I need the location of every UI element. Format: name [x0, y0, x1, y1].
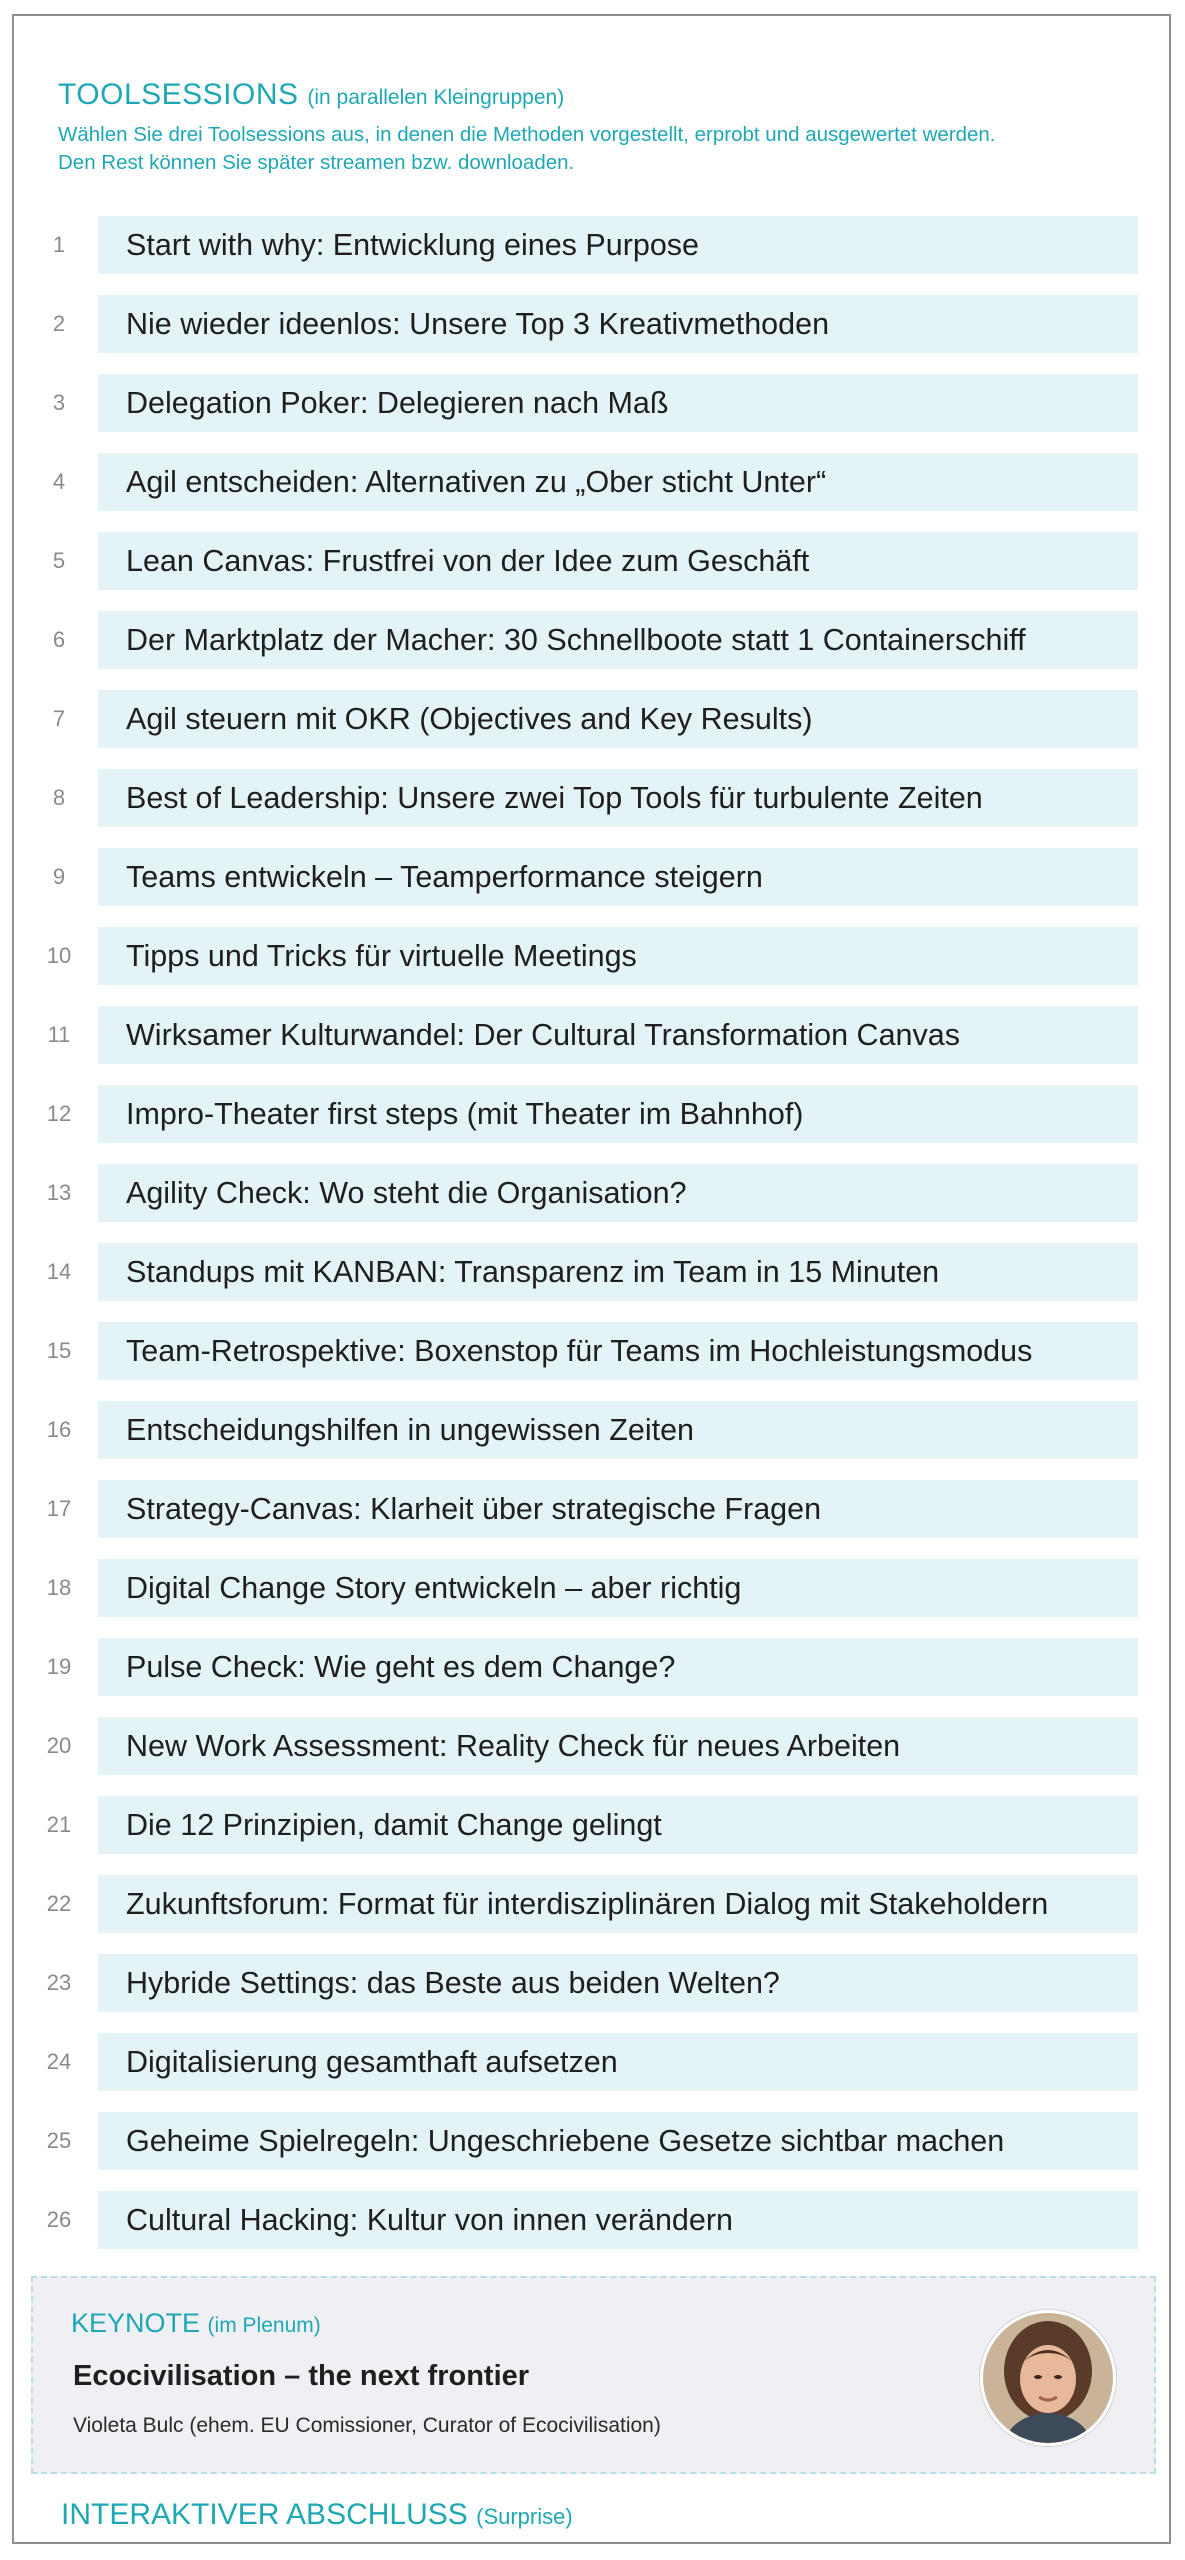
toolsession-row [14, 281, 1173, 360]
toolsession-row [14, 2019, 1173, 2098]
toolsession-number: 1 [52, 232, 66, 257]
program-page [12, 14, 1171, 2544]
toolsession-row [14, 1071, 1173, 1150]
toolsession-title: Tipps und Tricks für virtuelle Meetings [98, 927, 1138, 985]
toolsession-title: Impro-Theater first steps (mit Theater im Bahnhof) [98, 1085, 1138, 1143]
toolsession-title: Digital Change Story entwickeln – aber richtig [98, 1559, 1138, 1617]
toolsession-number: 4 [52, 469, 66, 494]
keynote-title [71, 2308, 321, 2339]
toolsession-row [14, 1545, 1173, 1624]
toolsession-number: 23 [46, 1970, 72, 1995]
toolsession-row [14, 676, 1173, 755]
toolsession-number: 24 [46, 2049, 72, 2074]
toolsession-title: Strategy-Canvas: Klarheit über strategische Fragen [98, 1480, 1138, 1538]
toolsession-title: Entscheidungshilfen in ungewissen Zeiten [98, 1401, 1138, 1459]
toolsession-title: Delegation Poker: Delegieren nach Maß [98, 374, 1138, 432]
toolsession-number: 2 [52, 311, 66, 336]
toolsession-title: Die 12 Prinzipien, damit Change gelingt [98, 1796, 1138, 1854]
toolsession-row [14, 992, 1173, 1071]
speaker-avatar [980, 2310, 1116, 2446]
toolsession-title: Standups mit KANBAN: Transparenz im Team in 15 Minuten [98, 1243, 1138, 1301]
toolsession-number: 10 [46, 943, 72, 968]
keynote-box [31, 2276, 1156, 2474]
toolsession-row [14, 518, 1173, 597]
toolsession-number: 25 [46, 2128, 72, 2153]
toolsession-title: Wirksamer Kulturwandel: Der Cultural Transformation Canvas [98, 1006, 1138, 1064]
toolsession-list [14, 202, 1173, 2256]
toolsession-row [14, 1229, 1173, 1308]
toolsession-row [14, 2098, 1173, 2177]
toolsession-row [14, 1387, 1173, 1466]
toolsession-row [14, 834, 1173, 913]
toolsession-number: 8 [52, 785, 66, 810]
toolsession-row [14, 1861, 1173, 1940]
toolsession-number: 9 [52, 864, 66, 889]
toolsession-row [14, 913, 1173, 992]
toolsessions-description-line2: Den Rest können Sie später streamen bzw. downloaden. [58, 151, 575, 174]
toolsession-number: 12 [46, 1101, 72, 1126]
toolsession-row [14, 1703, 1173, 1782]
toolsession-row [14, 1782, 1173, 1861]
toolsession-title: Geheime Spielregeln: Ungeschriebene Gesetze sichtbar machen [98, 2112, 1138, 2170]
toolsession-number: 6 [52, 627, 66, 652]
toolsession-number: 15 [46, 1338, 72, 1363]
closing-title: INTERAKTIVER ABSCHLUSS [61, 2498, 468, 2531]
toolsessions-description-line1: Wählen Sie drei Toolsessions aus, in denen die Methoden vorgestellt, erprobt und ausgewertet werden. [58, 123, 996, 146]
speaker-portrait-icon [983, 2313, 1113, 2443]
toolsession-number: 7 [52, 706, 66, 731]
toolsession-number: 5 [52, 548, 66, 573]
toolsession-title: Nie wieder ideenlos: Unsere Top 3 Kreativmethoden [98, 295, 1138, 353]
toolsession-number: 17 [46, 1496, 72, 1521]
toolsession-row [14, 360, 1173, 439]
toolsession-row [14, 1940, 1173, 2019]
keynote-subtitle: (im Plenum) [207, 2314, 321, 2337]
toolsession-number: 19 [46, 1654, 72, 1679]
toolsession-title: Best of Leadership: Unsere zwei Top Tools für turbulente Zeiten [98, 769, 1138, 827]
toolsession-row [14, 2177, 1173, 2256]
toolsession-row [14, 1308, 1173, 1387]
toolsession-number: 18 [46, 1575, 72, 1600]
toolsession-number: 16 [46, 1417, 72, 1442]
keynote-headline: Ecocivilisation – the next frontier [73, 2360, 530, 2392]
toolsession-title: Agil entscheiden: Alternativen zu „Ober sticht Unter“ [98, 453, 1138, 511]
toolsession-row [14, 755, 1173, 834]
toolsessions-title [58, 76, 1138, 117]
toolsession-number: 21 [46, 1812, 72, 1837]
toolsession-number: 11 [47, 1022, 71, 1047]
keynote-title-text: KEYNOTE [71, 2308, 201, 2338]
toolsession-number: 3 [52, 390, 66, 415]
toolsession-number: 13 [46, 1180, 72, 1205]
toolsessions-description [58, 121, 1138, 177]
toolsession-title: Start with why: Entwicklung eines Purpose [98, 216, 1138, 274]
toolsession-title: Hybride Settings: das Beste aus beiden Welten? [98, 1954, 1138, 2012]
toolsession-title: Zukunftsforum: Format für interdisziplinären Dialog mit Stakeholdern [98, 1875, 1138, 1933]
toolsession-title: Lean Canvas: Frustfrei von der Idee zum Geschäft [98, 532, 1138, 590]
toolsession-title: Cultural Hacking: Kultur von innen verändern [98, 2191, 1138, 2249]
keynote-speaker: Violeta Bulc (ehem. EU Comissioner, Curator of Ecocivilisation) [73, 2414, 661, 2437]
toolsession-title: Agility Check: Wo steht die Organisation? [98, 1164, 1138, 1222]
toolsession-row [14, 1150, 1173, 1229]
toolsession-row [14, 597, 1173, 676]
toolsession-title: Digitalisierung gesamthaft aufsetzen [98, 2033, 1138, 2091]
toolsession-row [14, 439, 1173, 518]
toolsession-title: Pulse Check: Wie geht es dem Change? [98, 1638, 1138, 1696]
toolsession-number: 14 [46, 1259, 72, 1284]
toolsession-title: New Work Assessment: Reality Check für neues Arbeiten [98, 1717, 1138, 1775]
toolsessions-header [58, 76, 1138, 177]
toolsession-title: Agil steuern mit OKR (Objectives and Key Results) [98, 690, 1138, 748]
toolsession-row [14, 1466, 1173, 1545]
closing-subtitle: (Surprise) [476, 2504, 573, 2529]
toolsession-row [14, 202, 1173, 281]
toolsession-title: Teams entwickeln – Teamperformance steigern [98, 848, 1138, 906]
toolsession-title: Team-Retrospektive: Boxenstop für Teams im Hochleistungsmodus [98, 1322, 1138, 1380]
toolsession-number: 26 [46, 2207, 72, 2232]
toolsession-row [14, 1624, 1173, 1703]
toolsessions-subtitle: (in parallelen Kleingruppen) [307, 86, 565, 109]
toolsession-title: Der Marktplatz der Macher: 30 Schnellboote statt 1 Containerschiff [98, 611, 1138, 669]
closing-section [61, 2498, 573, 2532]
toolsession-number: 22 [46, 1891, 72, 1916]
toolsession-number: 20 [46, 1733, 72, 1758]
toolsessions-title-text: TOOLSESSIONS [58, 78, 299, 111]
